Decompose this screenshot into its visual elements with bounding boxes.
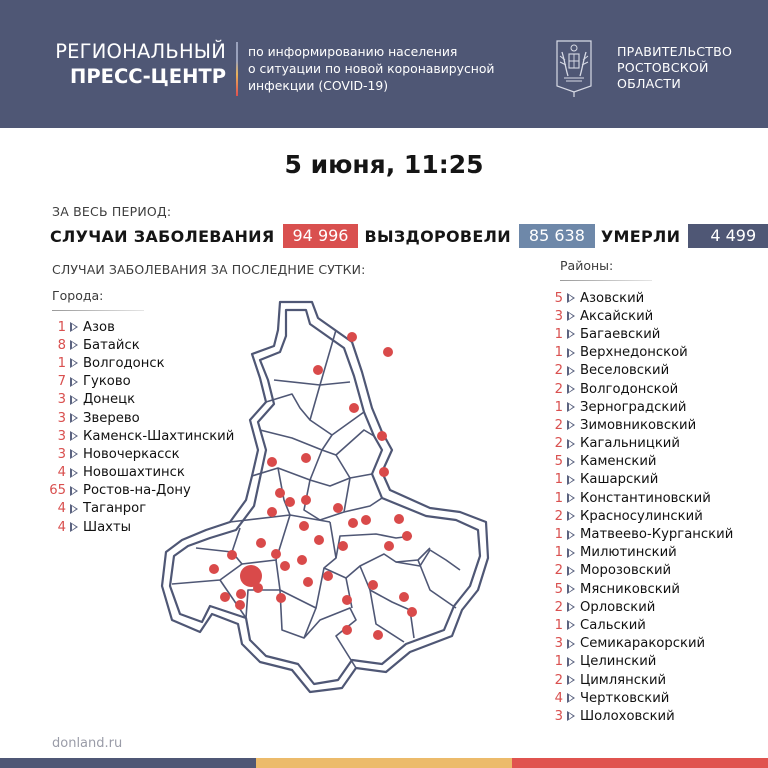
subtitle-line: по информированию населения bbox=[248, 44, 458, 59]
case-count: 4 bbox=[554, 690, 563, 706]
districts-name: Шолоховский bbox=[580, 708, 675, 724]
district-line bbox=[246, 590, 280, 618]
districts-item bbox=[546, 489, 733, 507]
case-marker bbox=[267, 507, 277, 517]
districts-name: Каменский bbox=[580, 454, 657, 470]
header-banner bbox=[0, 0, 768, 128]
districts-item bbox=[546, 289, 733, 307]
triangle-bullet-icon bbox=[567, 439, 575, 449]
case-count: 1 bbox=[57, 355, 66, 371]
footer-bar-yellow bbox=[256, 758, 512, 768]
triangle-bullet-icon bbox=[567, 530, 575, 540]
subtitle-line: о ситуации по новой коронавирусной bbox=[248, 61, 495, 76]
brand-line-2: ПРЕСС-ЦЕНТР bbox=[70, 65, 226, 88]
case-marker bbox=[348, 518, 358, 528]
cases-badge: 94 996 bbox=[283, 224, 359, 248]
subtitle-line: инфекции (COVID-19) bbox=[248, 78, 389, 93]
triangle-bullet-icon bbox=[567, 293, 575, 303]
case-count: 1 bbox=[57, 319, 66, 335]
districts-list bbox=[546, 289, 733, 726]
districts-name: Семикаракорский bbox=[580, 636, 706, 652]
case-marker bbox=[383, 347, 393, 357]
districts-item bbox=[546, 435, 733, 453]
districts-name: Кагальницкий bbox=[580, 436, 680, 452]
cases-label: СЛУЧАИ ЗАБОЛЕВАНИЯ bbox=[50, 226, 275, 246]
districts-name: Зимовниковский bbox=[580, 417, 697, 433]
case-count: 8 bbox=[57, 337, 66, 353]
outer-border bbox=[162, 302, 488, 692]
districts-name: Милютинский bbox=[580, 545, 677, 561]
triangle-bullet-icon bbox=[567, 548, 575, 558]
district-line bbox=[172, 564, 242, 584]
gov-line: ПРАВИТЕЛЬСТВО bbox=[617, 44, 733, 59]
region-map bbox=[160, 290, 520, 710]
cities-name: Таганрог bbox=[83, 501, 147, 517]
district-line bbox=[344, 498, 382, 512]
triangle-bullet-icon bbox=[70, 358, 78, 368]
case-marker bbox=[280, 561, 290, 571]
triangle-bullet-icon bbox=[70, 504, 78, 514]
cities-name: Зверево bbox=[83, 410, 140, 426]
cities-name: Новочеркасск bbox=[83, 446, 180, 462]
case-count: 1 bbox=[554, 399, 563, 415]
cities-heading-text: Города: bbox=[52, 288, 104, 303]
triangle-bullet-icon bbox=[70, 395, 78, 405]
triangle-bullet-icon bbox=[567, 475, 575, 485]
case-count: 1 bbox=[554, 617, 563, 633]
case-count: 2 bbox=[554, 363, 563, 379]
report-date: 5 июня, 11:25 bbox=[284, 150, 484, 179]
districts-item bbox=[546, 471, 733, 489]
case-marker bbox=[368, 580, 378, 590]
case-count: 3 bbox=[554, 708, 563, 724]
districts-name: Аксайский bbox=[580, 308, 654, 324]
case-marker bbox=[299, 521, 309, 531]
triangle-bullet-icon bbox=[70, 431, 78, 441]
press-center-brand bbox=[55, 40, 226, 90]
case-marker bbox=[377, 431, 387, 441]
districts-item bbox=[546, 344, 733, 362]
case-count: 2 bbox=[554, 672, 563, 688]
coat-of-arms-icon bbox=[556, 40, 592, 98]
triangle-bullet-icon bbox=[567, 493, 575, 503]
case-count: 4 bbox=[57, 519, 66, 535]
triangle-bullet-icon bbox=[70, 413, 78, 423]
cities-name: Донецк bbox=[83, 392, 136, 408]
triangle-bullet-icon bbox=[70, 522, 78, 532]
triangle-bullet-icon bbox=[567, 366, 575, 376]
case-count: 3 bbox=[57, 392, 66, 408]
district-line bbox=[418, 560, 456, 608]
districts-item bbox=[546, 507, 733, 525]
case-marker bbox=[349, 403, 359, 413]
case-marker bbox=[407, 607, 417, 617]
triangle-bullet-icon bbox=[567, 311, 575, 321]
triangle-bullet-icon bbox=[567, 566, 575, 576]
triangle-bullet-icon bbox=[70, 468, 78, 478]
case-marker bbox=[276, 593, 286, 603]
districts-item bbox=[546, 525, 733, 543]
case-count: 1 bbox=[554, 326, 563, 342]
triangle-bullet-icon bbox=[567, 420, 575, 430]
triangle-bullet-icon bbox=[70, 377, 78, 387]
case-marker bbox=[338, 541, 348, 551]
case-marker bbox=[301, 495, 311, 505]
districts-item bbox=[546, 671, 733, 689]
triangle-bullet-icon bbox=[70, 340, 78, 350]
case-count: 4 bbox=[57, 501, 66, 517]
case-marker bbox=[220, 592, 230, 602]
rostov-marker bbox=[240, 565, 262, 587]
districts-name: Волгодонской bbox=[580, 381, 679, 397]
case-marker bbox=[333, 503, 343, 513]
triangle-bullet-icon bbox=[567, 657, 575, 667]
districts-name: Азовский bbox=[580, 290, 645, 306]
districts-item bbox=[546, 689, 733, 707]
triangle-bullet-icon bbox=[567, 511, 575, 521]
districts-item bbox=[546, 635, 733, 653]
case-count: 3 bbox=[554, 636, 563, 652]
region-outline bbox=[162, 302, 488, 692]
triangle-bullet-icon bbox=[567, 639, 575, 649]
case-count: 5 bbox=[554, 581, 563, 597]
recovered-badge: 85 638 bbox=[519, 224, 595, 248]
deaths-label: УМЕРЛИ bbox=[600, 226, 681, 246]
case-count: 2 bbox=[554, 381, 563, 397]
period-label: ЗА ВЕСЬ ПЕРИОД: bbox=[52, 204, 172, 219]
districts-item bbox=[546, 362, 733, 380]
case-marker bbox=[297, 555, 307, 565]
districts-item bbox=[546, 544, 733, 562]
triangle-bullet-icon bbox=[567, 329, 575, 339]
heading-underline bbox=[560, 280, 652, 281]
case-count: 4 bbox=[57, 465, 66, 481]
header-divider bbox=[236, 42, 238, 96]
case-marker bbox=[236, 589, 246, 599]
district-line bbox=[396, 550, 460, 570]
cities-name: Новошахтинск bbox=[83, 465, 185, 481]
triangle-bullet-icon bbox=[567, 602, 575, 612]
district-line bbox=[324, 566, 414, 638]
case-marker bbox=[402, 531, 412, 541]
heading-underline bbox=[52, 310, 144, 311]
district-line bbox=[320, 330, 336, 385]
case-marker bbox=[275, 488, 285, 498]
gov-line: ОБЛАСТИ bbox=[617, 76, 681, 91]
districts-item bbox=[546, 616, 733, 634]
case-count: 65 bbox=[49, 483, 66, 499]
case-marker bbox=[347, 332, 357, 342]
footer-url[interactable]: donland.ru bbox=[52, 736, 123, 751]
case-count: 1 bbox=[554, 490, 563, 506]
districts-name: Верхнедонской bbox=[580, 345, 688, 361]
districts-item bbox=[546, 325, 733, 343]
case-count: 2 bbox=[554, 599, 563, 615]
case-count: 2 bbox=[554, 417, 563, 433]
districts-name: Орловский bbox=[580, 599, 656, 615]
districts-name: Зерноградский bbox=[580, 399, 687, 415]
districts-name: Целинский bbox=[580, 654, 657, 670]
district-line bbox=[336, 455, 372, 478]
districts-item bbox=[546, 653, 733, 671]
case-marker bbox=[209, 564, 219, 574]
case-marker bbox=[313, 365, 323, 375]
districts-name: Красносулинский bbox=[580, 508, 703, 524]
case-count: 2 bbox=[554, 436, 563, 452]
districts-name: Цимлянский bbox=[580, 672, 667, 688]
case-marker bbox=[399, 592, 409, 602]
districts-name: Константиновский bbox=[580, 490, 711, 506]
case-marker bbox=[303, 577, 313, 587]
districts-item bbox=[546, 398, 733, 416]
case-count: 1 bbox=[554, 545, 563, 561]
triangle-bullet-icon bbox=[567, 584, 575, 594]
totals-row bbox=[50, 224, 768, 248]
triangle-bullet-icon bbox=[567, 402, 575, 412]
case-count: 2 bbox=[554, 563, 563, 579]
triangle-bullet-icon bbox=[70, 322, 78, 332]
districts-item bbox=[546, 562, 733, 580]
case-count: 2 bbox=[554, 508, 563, 524]
districts-item bbox=[546, 307, 733, 325]
case-count: 3 bbox=[57, 428, 66, 444]
brand-line-1: РЕГИОНАЛЬНЫЙ bbox=[55, 40, 226, 63]
case-count: 1 bbox=[554, 472, 563, 488]
districts-name: Мясниковский bbox=[580, 581, 680, 597]
district-line bbox=[274, 380, 350, 385]
case-count: 5 bbox=[554, 290, 563, 306]
case-count: 3 bbox=[57, 410, 66, 426]
districts-item bbox=[546, 453, 733, 471]
cities-name: Батайск bbox=[83, 337, 140, 353]
cities-name: Гуково bbox=[83, 374, 131, 390]
districts-name: Сальский bbox=[580, 617, 646, 633]
case-marker bbox=[285, 497, 295, 507]
case-marker bbox=[342, 595, 352, 605]
districts-name: Кашарский bbox=[580, 472, 659, 488]
footer-bar-navy bbox=[0, 758, 256, 768]
districts-name: Морозовский bbox=[580, 563, 672, 579]
case-marker bbox=[342, 625, 352, 635]
recovered-label: ВЫЗДОРОВЕЛИ bbox=[364, 226, 511, 246]
districts-heading-text: Районы: bbox=[560, 258, 614, 273]
district-line bbox=[260, 430, 332, 450]
case-marker bbox=[227, 550, 237, 560]
deaths-badge: 4 499 bbox=[688, 224, 768, 248]
triangle-bullet-icon bbox=[567, 384, 575, 394]
districts-name: Веселовский bbox=[580, 363, 670, 379]
case-count: 1 bbox=[554, 345, 563, 361]
case-count: 5 bbox=[554, 454, 563, 470]
header-subtitle bbox=[248, 43, 495, 94]
districts-heading bbox=[560, 258, 613, 279]
case-marker bbox=[301, 453, 311, 463]
footer-bar-red bbox=[512, 758, 768, 768]
district-boundaries bbox=[172, 330, 460, 668]
cities-name: Ростов-на-Дону bbox=[83, 483, 191, 499]
case-marker bbox=[373, 630, 383, 640]
cities-name: Азов bbox=[83, 319, 115, 335]
case-marker bbox=[384, 541, 394, 551]
cities-name: Каменск-Шахтинский bbox=[83, 428, 235, 444]
triangle-bullet-icon bbox=[70, 486, 78, 496]
districts-name: Чертковский bbox=[580, 690, 670, 706]
triangle-bullet-icon bbox=[567, 711, 575, 721]
daily-cases-label: СЛУЧАИ ЗАБОЛЕВАНИЯ ЗА ПОСЛЕДНИЕ СУТКИ: bbox=[52, 262, 366, 277]
districts-item bbox=[546, 580, 733, 598]
districts-item bbox=[546, 598, 733, 616]
case-count: 3 bbox=[554, 308, 563, 324]
triangle-bullet-icon bbox=[567, 620, 575, 630]
case-marker bbox=[235, 600, 245, 610]
case-marker bbox=[267, 457, 277, 467]
triangle-bullet-icon bbox=[567, 348, 575, 358]
case-count: 3 bbox=[57, 446, 66, 462]
case-count: 1 bbox=[554, 527, 563, 543]
triangle-bullet-icon bbox=[567, 457, 575, 467]
districts-name: Багаевский bbox=[580, 326, 661, 342]
districts-item bbox=[546, 416, 733, 434]
gov-line: РОСТОВСКОЙ bbox=[617, 60, 709, 75]
government-title bbox=[617, 44, 732, 92]
case-marker bbox=[361, 515, 371, 525]
case-marker bbox=[379, 467, 389, 477]
cities-heading bbox=[52, 288, 103, 309]
case-marker bbox=[256, 538, 266, 548]
case-marker bbox=[394, 514, 404, 524]
triangle-bullet-icon bbox=[567, 675, 575, 685]
cities-name: Волгодонск bbox=[83, 355, 165, 371]
case-marker bbox=[323, 571, 333, 581]
districts-item bbox=[546, 380, 733, 398]
districts-item bbox=[546, 707, 733, 725]
districts-name: Матвеево-Курганский bbox=[580, 527, 734, 543]
case-marker bbox=[314, 535, 324, 545]
case-markers bbox=[209, 332, 417, 640]
case-count: 7 bbox=[57, 374, 66, 390]
triangle-bullet-icon bbox=[70, 449, 78, 459]
cities-name: Шахты bbox=[83, 519, 132, 535]
case-count: 1 bbox=[554, 654, 563, 670]
triangle-bullet-icon bbox=[567, 693, 575, 703]
case-marker bbox=[271, 549, 281, 559]
